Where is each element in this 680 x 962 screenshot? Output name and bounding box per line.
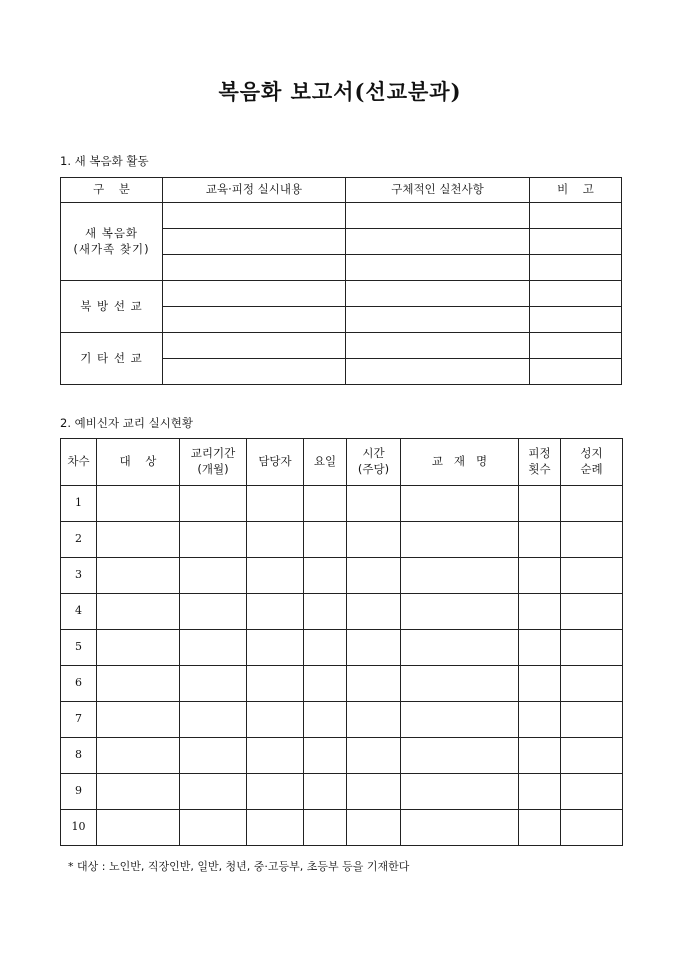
table-cell[interactable] xyxy=(180,630,247,666)
table-cell[interactable] xyxy=(180,522,247,558)
header-retreat-count: 피정 횟수 xyxy=(519,439,561,486)
table-row xyxy=(61,702,623,738)
header-category: 구 분 xyxy=(61,178,163,203)
table-cell[interactable] xyxy=(97,486,180,522)
table-cell[interactable] xyxy=(401,594,519,630)
table-cell[interactable] xyxy=(180,810,247,846)
table-cell[interactable] xyxy=(247,558,304,594)
section2-heading: 2. 예비신자 교리 실시현황 xyxy=(60,416,194,430)
table-cell[interactable] xyxy=(97,810,180,846)
table-row xyxy=(61,522,623,558)
table-row xyxy=(61,630,623,666)
row-number: 6 xyxy=(61,666,97,702)
table-cell[interactable] xyxy=(346,307,530,333)
row-number: 10 xyxy=(61,810,97,846)
table-cell[interactable] xyxy=(401,486,519,522)
table-cell[interactable] xyxy=(163,359,346,385)
header-pilgrimage: 성지 순례 xyxy=(561,439,623,486)
row-number: 2 xyxy=(61,522,97,558)
table-cell[interactable] xyxy=(401,810,519,846)
header-hours: 시간 (주당) xyxy=(347,439,401,486)
evangelization-activity-table xyxy=(60,177,622,385)
header-instructor: 담당자 xyxy=(247,439,304,486)
table-cell[interactable] xyxy=(304,810,347,846)
table-cell[interactable] xyxy=(346,333,530,359)
row-number: 4 xyxy=(61,594,97,630)
table-cell[interactable] xyxy=(401,774,519,810)
row-number: 7 xyxy=(61,702,97,738)
table-cell[interactable] xyxy=(519,558,561,594)
table-cell[interactable] xyxy=(401,702,519,738)
table-row xyxy=(61,558,623,594)
table-cell[interactable] xyxy=(347,810,401,846)
table-cell[interactable] xyxy=(97,738,180,774)
table-cell[interactable] xyxy=(561,738,623,774)
row-label-new-evangelization: 새 복음화 (새가족 찾기) xyxy=(61,203,163,281)
table-cell[interactable] xyxy=(180,702,247,738)
table-cell[interactable] xyxy=(247,486,304,522)
table-cell[interactable] xyxy=(401,558,519,594)
table-cell[interactable] xyxy=(561,486,623,522)
table-cell[interactable] xyxy=(519,594,561,630)
row-number: 1 xyxy=(61,486,97,522)
table-row xyxy=(61,486,623,522)
table-cell[interactable] xyxy=(304,522,347,558)
row-label-north-mission: 북 방 선 교 xyxy=(61,281,163,333)
table-cell[interactable] xyxy=(401,630,519,666)
table-cell[interactable] xyxy=(401,666,519,702)
table-cell[interactable] xyxy=(519,486,561,522)
table-cell[interactable] xyxy=(304,594,347,630)
table-cell[interactable] xyxy=(97,522,180,558)
footnote: * 대상 : 노인반, 직장인반, 일반, 청년, 중·고등부, 초등부 등을 기재한다 xyxy=(68,860,410,873)
table-cell[interactable] xyxy=(347,558,401,594)
header-education-content: 교육·피정 실시내용 xyxy=(163,178,346,203)
table-cell[interactable] xyxy=(163,203,346,229)
table-cell[interactable] xyxy=(561,594,623,630)
table-cell[interactable] xyxy=(346,359,530,385)
table-cell[interactable] xyxy=(530,359,622,385)
table-cell[interactable] xyxy=(304,702,347,738)
table-cell[interactable] xyxy=(247,630,304,666)
table-cell[interactable] xyxy=(180,486,247,522)
table-cell[interactable] xyxy=(561,702,623,738)
table-row xyxy=(61,774,623,810)
header-practice-items: 구체적인 실천사항 xyxy=(346,178,530,203)
table-row xyxy=(61,333,622,359)
table-cell[interactable] xyxy=(97,630,180,666)
table-cell[interactable] xyxy=(347,522,401,558)
table-cell[interactable] xyxy=(530,281,622,307)
table-cell[interactable] xyxy=(561,558,623,594)
section1-heading: 1. 새 복음화 활동 xyxy=(60,154,149,168)
table-cell[interactable] xyxy=(347,702,401,738)
table-cell[interactable] xyxy=(97,594,180,630)
table-cell[interactable] xyxy=(247,702,304,738)
table-cell[interactable] xyxy=(97,774,180,810)
row-label-other-mission: 기 타 선 교 xyxy=(61,333,163,385)
table-cell[interactable] xyxy=(163,307,346,333)
row-number: 8 xyxy=(61,738,97,774)
table-cell[interactable] xyxy=(519,666,561,702)
table-cell[interactable] xyxy=(401,738,519,774)
row-number: 9 xyxy=(61,774,97,810)
table-cell[interactable] xyxy=(304,738,347,774)
table-cell[interactable] xyxy=(561,774,623,810)
table-cell[interactable] xyxy=(180,594,247,630)
table-cell[interactable] xyxy=(530,255,622,281)
table-cell[interactable] xyxy=(401,522,519,558)
table-cell[interactable] xyxy=(163,281,346,307)
table-cell[interactable] xyxy=(530,307,622,333)
table-cell[interactable] xyxy=(347,594,401,630)
table-cell[interactable] xyxy=(561,630,623,666)
row-number: 3 xyxy=(61,558,97,594)
table-cell[interactable] xyxy=(347,630,401,666)
table-cell[interactable] xyxy=(97,702,180,738)
table-cell[interactable] xyxy=(180,558,247,594)
table-cell[interactable] xyxy=(247,594,304,630)
table-row xyxy=(61,281,622,307)
table-cell[interactable] xyxy=(347,486,401,522)
table-cell[interactable] xyxy=(530,203,622,229)
header-round: 차수 xyxy=(61,439,97,486)
table-cell[interactable] xyxy=(346,255,530,281)
catechism-status-table xyxy=(60,438,623,846)
table-cell[interactable] xyxy=(163,333,346,359)
row-number: 5 xyxy=(61,630,97,666)
table-cell[interactable] xyxy=(247,774,304,810)
header-remarks: 비 고 xyxy=(530,178,622,203)
table-cell[interactable] xyxy=(530,333,622,359)
table-cell[interactable] xyxy=(519,702,561,738)
table-row xyxy=(61,594,623,630)
report-title: 복음화 보고서(선교분과) xyxy=(218,79,462,104)
header-period: 교리기간 (개월) xyxy=(180,439,247,486)
table-cell[interactable] xyxy=(247,738,304,774)
table-cell[interactable] xyxy=(519,810,561,846)
table-cell[interactable] xyxy=(346,203,530,229)
table-cell[interactable] xyxy=(347,666,401,702)
table-cell[interactable] xyxy=(519,630,561,666)
table-row xyxy=(61,810,623,846)
header-weekday: 요일 xyxy=(304,439,347,486)
table-cell[interactable] xyxy=(347,774,401,810)
table-cell[interactable] xyxy=(97,558,180,594)
table-cell[interactable] xyxy=(519,774,561,810)
table-header-row xyxy=(61,439,623,486)
table-cell[interactable] xyxy=(346,229,530,255)
table-cell[interactable] xyxy=(247,522,304,558)
table-cell[interactable] xyxy=(519,738,561,774)
table-cell[interactable] xyxy=(346,281,530,307)
table-cell[interactable] xyxy=(561,522,623,558)
table-cell[interactable] xyxy=(304,630,347,666)
table-cell[interactable] xyxy=(180,738,247,774)
header-target: 대 상 xyxy=(97,439,180,486)
table-cell[interactable] xyxy=(163,229,346,255)
table-cell[interactable] xyxy=(304,486,347,522)
table-cell[interactable] xyxy=(347,738,401,774)
table-cell[interactable] xyxy=(180,774,247,810)
table-cell[interactable] xyxy=(561,666,623,702)
table-row xyxy=(61,666,623,702)
table-cell[interactable] xyxy=(247,666,304,702)
table-cell[interactable] xyxy=(163,255,346,281)
header-textbook: 교 재 명 xyxy=(401,439,519,486)
table-cell[interactable] xyxy=(530,229,622,255)
table-cell[interactable] xyxy=(180,666,247,702)
table-cell[interactable] xyxy=(304,774,347,810)
table-cell[interactable] xyxy=(247,810,304,846)
table-row xyxy=(61,738,623,774)
table-cell[interactable] xyxy=(304,666,347,702)
table-cell[interactable] xyxy=(97,666,180,702)
table-cell[interactable] xyxy=(519,522,561,558)
table-cell[interactable] xyxy=(561,810,623,846)
table-cell[interactable] xyxy=(304,558,347,594)
table-row xyxy=(61,203,622,229)
